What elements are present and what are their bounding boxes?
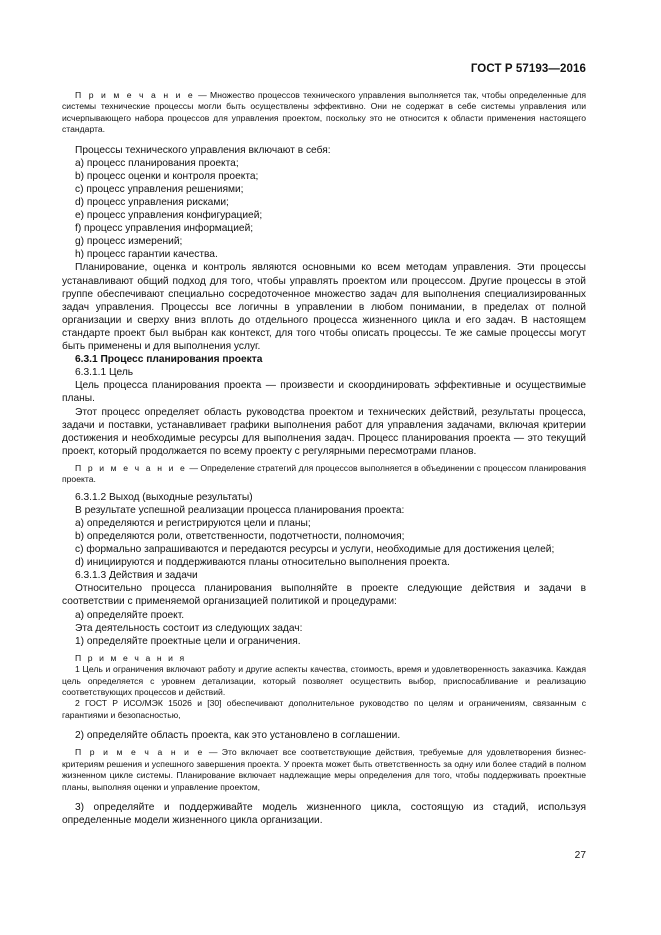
list-item: f) процесс управления информацией;: [75, 223, 254, 235]
list-item: d) процесс управления рисками;: [75, 197, 229, 208]
note-1: [62, 90, 586, 136]
note-3-1: 1 Цель и ограничения включают работу и другие аспекты качества, стоимость, время и удовлетворенность заказчика. Каждая цель определяется с уровнем детализации, который позволяет осуществить выбор, приспосабливание и реализацию соответствующих процессов и действий.: [62, 664, 586, 698]
paragraph: Этот процесс определяет область руководства проектом и технических действий, результаты процесса, задачи и поставки, устанавливает графики выполнения работ для управления задачами, включая критерии достижения и необходимые ресурсы для выполнения задач. Процесс планирования проекта — это текущий проект, который продолжается по всему проекту с регулярными пересмотрами планов.: [62, 406, 586, 457]
note-label: П р и м е ч а н и е: [75, 90, 195, 100]
note-4: [62, 747, 586, 793]
list-item: a) определяются и регистрируются цели и планы;: [75, 517, 311, 529]
list-item: a) процесс планирования проекта;: [75, 157, 239, 169]
list-item: c) процесс управления решениями;: [75, 183, 244, 195]
list-item: h) процесс гарантии качества.: [75, 249, 218, 261]
list-item: a) определяйте проект.: [75, 609, 185, 621]
note-3-2: 2 ГОСТ Р ИСО/МЭК 15026 и [30] обеспечивают дополнительное руководство по целям и ограничениям, связанным с гарантиями и безопасностью,: [62, 698, 586, 720]
list-item: e) процесс управления конфигурацией;: [75, 210, 263, 222]
paragraph: Планирование, оценка и контроль являются основными ко всем методам управления. Эти процессы устанавливают общий подход для того, чтобы управлять проектом или процессом. Другие процессы в этой группе обеспечивают специально сосредоточенное множество задач для выполнения специализированных задач управления. Процессы все логичны в управлении в любом понимании, в пределах от полной организации и сверху вниз вплоть до отдельного процесса жизненного цикла и его задач. В настоящем стандарте проект был выбран как контекст, для того чтобы описать процессы. Те же самые процессы могут быть применены и для выполнения услуг.: [62, 262, 586, 353]
list-item: 2) определяйте область проекта, как это установлено в соглашении.: [75, 730, 401, 742]
list-item: d) инициируются и поддерживаются планы относительно выполнения проекта.: [75, 557, 450, 569]
section-heading: 6.3.1 Процесс планирования проекта: [75, 354, 263, 366]
list-item: b) процесс оценки и контроля проекта;: [75, 170, 259, 182]
note-text: — Определение стратегий для процессов выполняется в объединении с процессом планирования проекта.: [62, 462, 586, 485]
note-label: П р и м е ч а н и е: [75, 747, 205, 758]
standard-number: ГОСТ Р 57193—2016: [470, 63, 586, 75]
list-item: 3) определяйте и поддерживайте модель жизненного цикла, состоящую из стадий, используя определенные модели жизненного цикла организации.: [62, 801, 586, 827]
note-label: П р и м е ч а н и я: [75, 652, 187, 663]
notes-heading: [62, 653, 586, 664]
note-2: [62, 463, 586, 486]
list-item: b) определяются роли, ответственности, подотчетности, полномочия;: [75, 530, 405, 542]
page-content: [62, 90, 586, 827]
paragraph: В результате успешной реализации процесса планирования проекта:: [75, 504, 405, 516]
list-item: g) процесс измерений;: [75, 236, 183, 248]
paragraph: Цель процесса планирования проекта — произвести и скоординировать эффективные и осуществимые планы.: [62, 380, 586, 405]
paragraph: Относительно процесса планирования выполняйте в проекте следующие действия и задачи в соответствии с применяемой организацией политикой и процедурами:: [62, 583, 586, 608]
subsection-heading: 6.3.1.2 Выход (выходные результаты): [75, 491, 253, 503]
subsection-heading: 6.3.1.3 Действия и задачи: [75, 570, 198, 582]
processes-intro: Процессы технического управления включают в себя:: [75, 144, 331, 156]
page-number: 27: [574, 850, 586, 861]
note-label: П р и м е ч а н и е: [75, 462, 187, 473]
list-item: c) формально запрашиваются и передаются ресурсы и услуги, необходимые для достижения целей;: [75, 544, 555, 556]
note-text: — Множество процессов технического управления выполняется так, чтобы определенные для системы технические процессы могли быть осуществлены эффективно. Они не содержат в себе системы управления или исчерпывающего набора процессов для управления проектом, поскольку это не относится к области применения настоящего стандарта.: [62, 90, 586, 135]
note-text: — Это включает все соответствующие действия, требуемые для удовлетворения бизнес-критериям решения и успешного завершения проекта. У проекта может быть ответственность за одну или более стадий в полном жизненном цикле системы. Планирование включает надлежащие меры определения для того, чтобы поддерживать проектные планы, выполняя оценки и управление проектом,: [62, 747, 587, 792]
list-item: 1) определяйте проектные цели и ограничения.: [75, 635, 301, 647]
subsection-heading: 6.3.1.1 Цель: [75, 367, 134, 379]
paragraph: Эта деятельность состоит из следующих задач:: [75, 622, 303, 634]
